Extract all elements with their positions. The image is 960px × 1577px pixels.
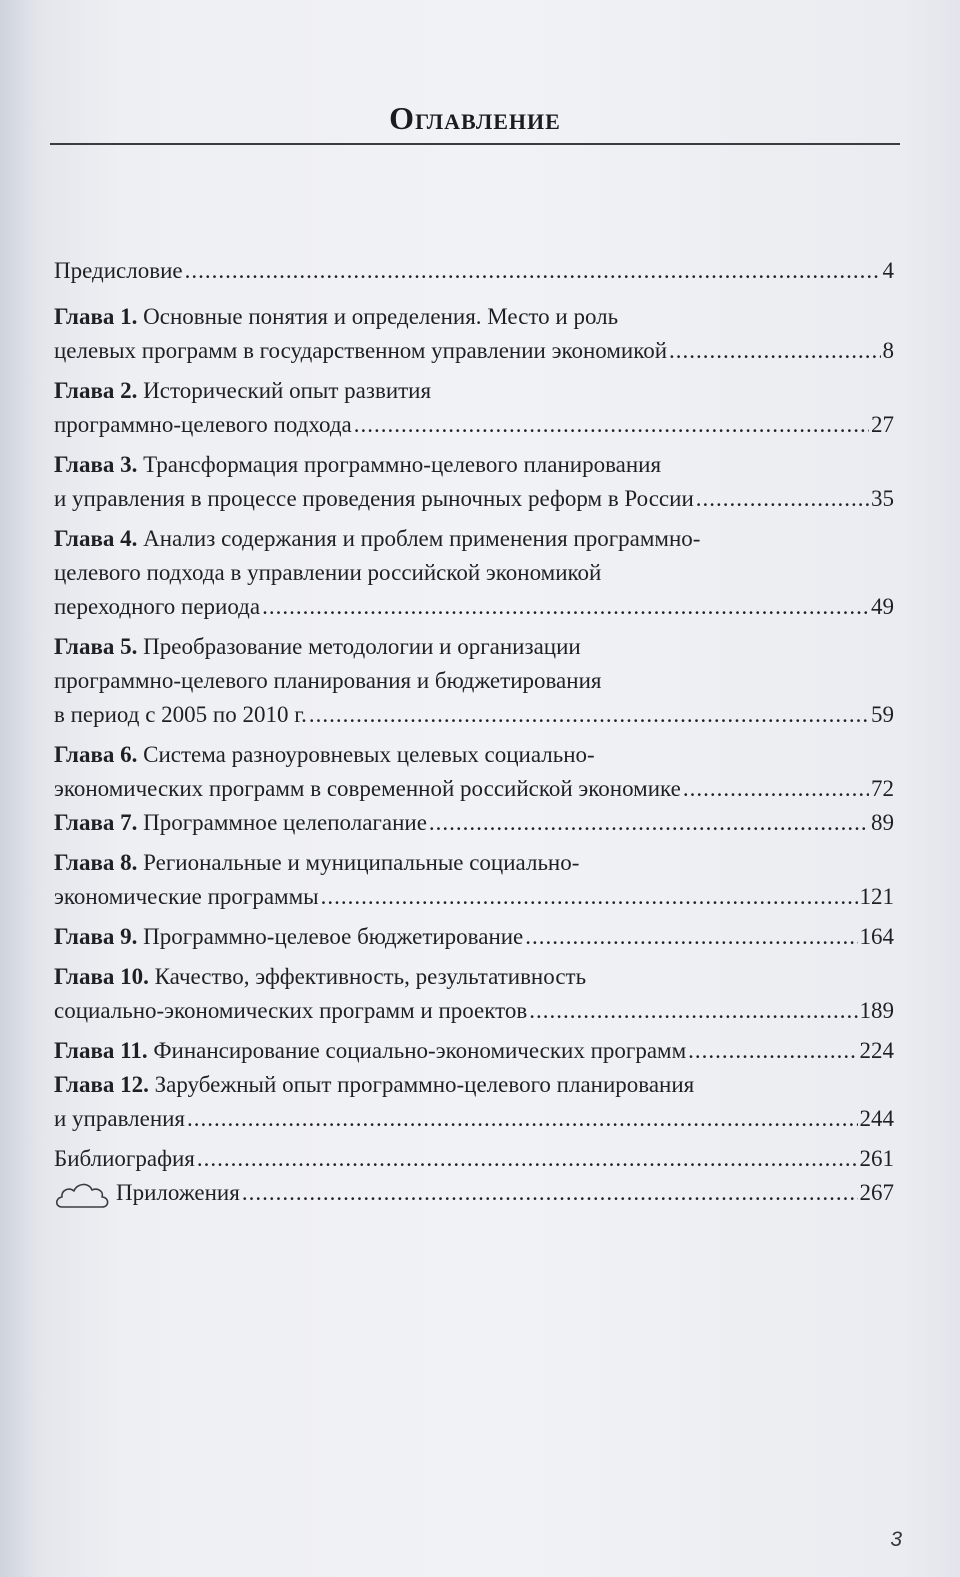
toc-entry-title: Качество, эффективность, результативность — [154, 964, 587, 989]
dot-leader — [669, 334, 880, 368]
toc-entry-title: Преобразование методологии и организации — [143, 634, 581, 659]
chapter-label: Глава 5. — [54, 634, 138, 659]
toc-page-number: 244 — [859, 1106, 894, 1131]
toc-entry-chapter-8[interactable] — [54, 846, 894, 914]
toc-page-number: 72 — [871, 776, 894, 801]
dot-leader — [309, 698, 869, 732]
toc-line — [54, 1034, 894, 1068]
toc-entry-title: Региональные и муниципальные социально- — [143, 850, 580, 875]
toc-line — [54, 960, 894, 994]
dot-leader — [262, 590, 869, 624]
dot-leader — [321, 880, 858, 914]
cloud-icon — [54, 1178, 116, 1212]
toc-entry-chapter-11[interactable] — [54, 1034, 894, 1068]
toc-entry-title: Зарубежный опыт программно-целевого планирования — [154, 1072, 695, 1097]
toc-entry-title-cont: экономических программ в современной российской экономике — [54, 776, 681, 801]
toc-line — [54, 300, 894, 334]
toc-line — [54, 1102, 894, 1136]
title-rule — [50, 143, 900, 145]
dot-leader — [683, 772, 869, 806]
toc-entry-chapter-7[interactable] — [54, 806, 894, 840]
toc-line: программно-целевого планирования и бюджетирования — [54, 668, 602, 693]
toc-line — [54, 806, 894, 840]
toc-entry-chapter-9[interactable] — [54, 920, 894, 954]
dot-leader — [187, 1102, 857, 1136]
toc-entry-chapter-5[interactable] — [54, 630, 894, 732]
toc-page-number: 35 — [871, 486, 894, 511]
toc-page-number: 224 — [859, 1038, 894, 1063]
toc-page-number: 261 — [859, 1146, 894, 1171]
chapter-label: Глава 12. — [54, 1072, 149, 1097]
toc-line — [54, 408, 894, 442]
page-number: 3 — [890, 1528, 902, 1551]
toc-entry-title: Система разноуровневых целевых социально- — [143, 742, 595, 767]
toc-entry-title — [54, 920, 523, 954]
toc-line — [54, 846, 894, 880]
dot-leader — [688, 1034, 857, 1068]
toc-line — [54, 880, 894, 914]
page-title: Оглавление — [389, 100, 561, 136]
toc-entry-chapter-4[interactable] — [54, 522, 894, 624]
dot-leader — [696, 482, 869, 516]
dot-leader — [525, 920, 857, 954]
toc-entry-title-cont: и управления в процессе проведения рыночных реформ в России — [54, 486, 694, 511]
dot-leader — [242, 1176, 858, 1210]
toc-entry-title: Анализ содержания и проблем применения программно- — [143, 526, 701, 551]
toc-line — [54, 920, 894, 954]
toc-line — [54, 738, 894, 772]
toc-entry-title: Предисловие — [54, 258, 183, 283]
toc-entry-title — [54, 806, 427, 840]
toc-entry-title — [54, 1176, 240, 1212]
chapter-label: Глава 11. — [54, 1038, 148, 1063]
toc-line — [54, 334, 894, 368]
toc-page-number: 89 — [871, 810, 894, 835]
toc-page-number: 8 — [882, 338, 894, 363]
toc-entry-title-text: Программное целеполагание — [143, 810, 427, 835]
toc-entry-chapter-6[interactable] — [54, 738, 894, 806]
toc-line — [54, 448, 894, 482]
toc-entry-title-cont: социально-экономических программ и проектов — [54, 998, 528, 1023]
toc-entry-title-text: Программно-целевое бюджетирование — [143, 924, 524, 949]
toc-entry-title-cont: экономические программы — [54, 884, 319, 909]
toc-entry-preface[interactable] — [54, 254, 894, 288]
toc-entry-chapter-3[interactable] — [54, 448, 894, 516]
toc-entry-title: Трансформация программно-целевого планирования — [143, 452, 662, 477]
toc-entry-chapter-2[interactable] — [54, 374, 894, 442]
toc-line — [54, 1142, 894, 1176]
toc-page-number: 121 — [859, 884, 894, 909]
toc-line — [54, 772, 894, 806]
toc-page-number: 4 — [882, 258, 894, 283]
toc-entry-chapter-1[interactable] — [54, 300, 894, 368]
toc-line — [54, 374, 894, 408]
chapter-label: Глава 10. — [54, 964, 149, 989]
toc-line — [54, 994, 894, 1028]
toc-entry-chapter-10[interactable] — [54, 960, 894, 1028]
toc-entry-title-cont: целевых программ в государственном управлении экономикой — [54, 338, 668, 363]
toc-entry-appendices[interactable] — [54, 1176, 894, 1212]
toc-entry-title-cont: программно-целевого подхода — [54, 412, 352, 437]
toc-line — [54, 482, 894, 516]
table-of-contents — [54, 254, 894, 1212]
toc-page-number: 59 — [871, 702, 894, 727]
dot-leader — [529, 994, 857, 1028]
toc-page-number: 49 — [871, 594, 894, 619]
chapter-label: Глава 9. — [54, 924, 138, 949]
toc-entry-title-text: Приложения — [116, 1180, 240, 1205]
toc-line: целевого подхода в управлении российской экономикой — [54, 560, 602, 585]
toc-line — [54, 1176, 894, 1212]
toc-page-number: 27 — [871, 412, 894, 437]
toc-entry-title-text: Финансирование социально-экономических программ — [153, 1038, 687, 1063]
chapter-label: Глава 1. — [54, 304, 138, 329]
chapter-label: Глава 3. — [54, 452, 138, 477]
toc-line — [54, 522, 894, 556]
chapter-label: Глава 8. — [54, 850, 138, 875]
toc-line — [54, 590, 894, 624]
toc-entry-title-cont: в период с 2005 по 2010 г. — [54, 702, 307, 727]
toc-page-number: 164 — [859, 924, 894, 949]
chapter-label: Глава 2. — [54, 378, 138, 403]
toc-entry-title — [54, 1034, 686, 1068]
toc-line — [54, 698, 894, 732]
chapter-label: Глава 7. — [54, 810, 138, 835]
dot-leader — [197, 1142, 858, 1176]
toc-page-number: 267 — [859, 1180, 894, 1205]
toc-entry-title-cont: переходного периода — [54, 594, 261, 619]
toc-entry-title: Основные понятия и определения. Место и роль — [143, 304, 619, 329]
toc-entry-bibliography[interactable] — [54, 1142, 894, 1176]
toc-line — [54, 1068, 894, 1102]
toc-page-number: 189 — [859, 998, 894, 1023]
toc-line — [54, 254, 894, 288]
toc-entry-title-cont: и управления — [54, 1106, 186, 1131]
chapter-label: Глава 6. — [54, 742, 138, 767]
toc-entry-title: Библиография — [54, 1146, 195, 1171]
dot-leader — [429, 806, 869, 840]
dot-leader — [185, 254, 881, 288]
chapter-label: Глава 4. — [54, 526, 138, 551]
toc-entry-title: Исторический опыт развития — [143, 378, 432, 403]
toc-line — [54, 630, 894, 664]
dot-leader — [354, 408, 869, 442]
toc-entry-chapter-12[interactable] — [54, 1068, 894, 1136]
